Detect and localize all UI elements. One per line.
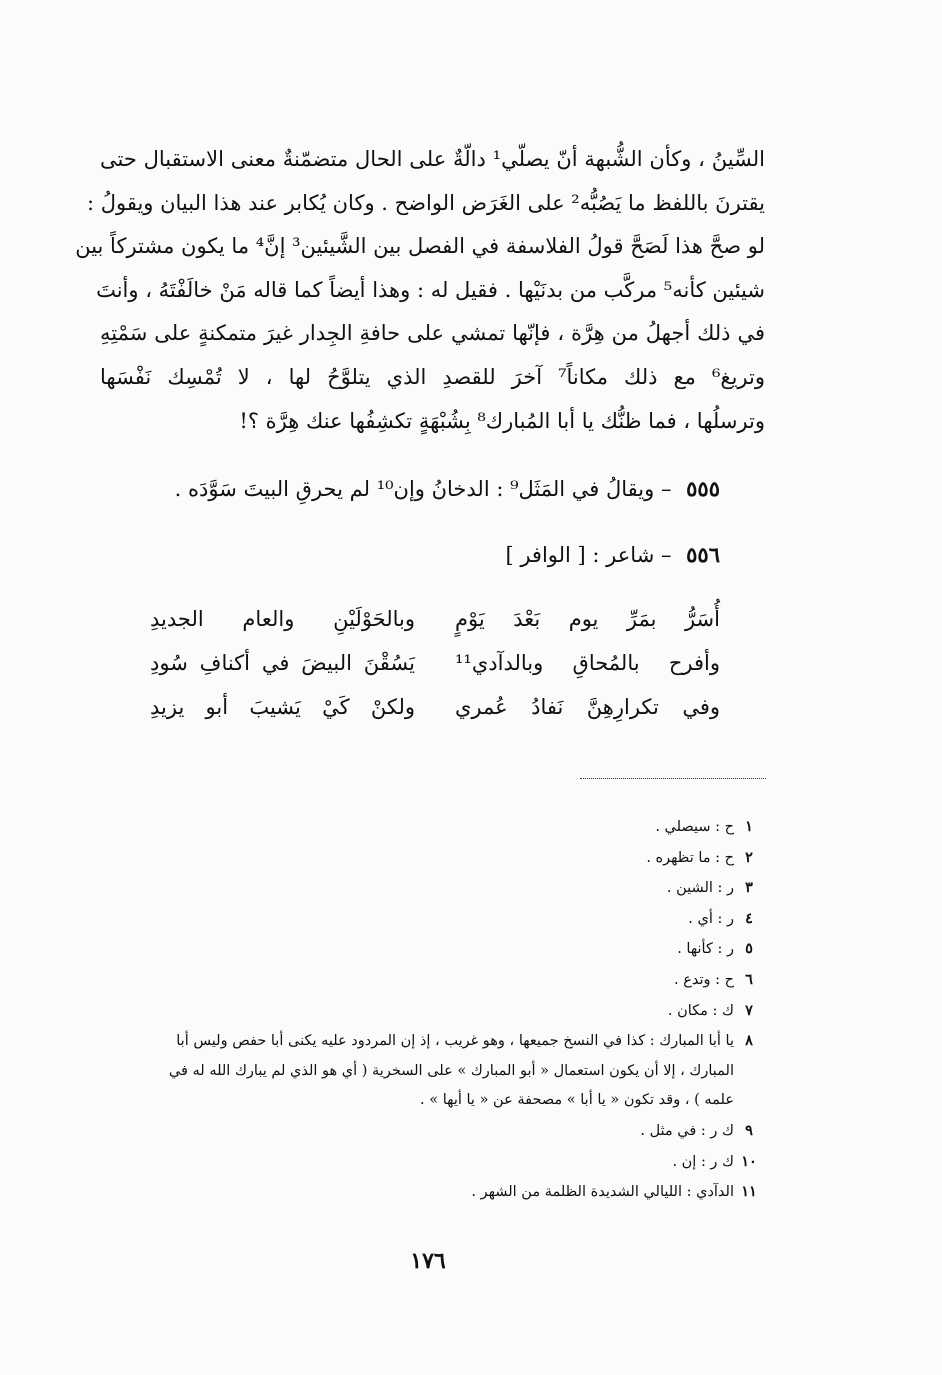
footnote-number: ٢ bbox=[745, 848, 753, 866]
footnote-text: ح : سيصلي . bbox=[655, 819, 734, 835]
entry-556 bbox=[100, 542, 720, 567]
footnote-separator bbox=[580, 778, 766, 779]
text-line: وترسلُها ، فما ظنُّك يا أبا المُبارك⁸ بِشُبْهَةٍ تكشِفُها عنك هِرَّة ؟! bbox=[239, 408, 765, 433]
footnote bbox=[100, 1177, 758, 1208]
footnote-text: ك ر : إن . bbox=[672, 1153, 734, 1170]
verse-second-hemistich: وبالحَوْلَيْنِ والعام الجديدِ bbox=[150, 607, 415, 631]
footnote-text: علمه ) ، وقد تكون « يا أبا » مصحفة عن « يا أيها » . bbox=[420, 1092, 734, 1109]
text-line: السِّينُ ، وكأن الشُّبهة أنّ يصلّي¹ دالّةٌ على الحال متضمّنةٌ معنى الاستقبال حتى bbox=[100, 147, 765, 171]
footnote bbox=[100, 812, 758, 843]
footnote-text: المبارك ، إلا أن يكون استعمال « أبو المبارك » على السخرية ( أي هو الذي لم يبارك الله له في bbox=[168, 1062, 734, 1079]
page-number: ١٧٦ bbox=[410, 1248, 446, 1274]
footnote-number: ٥ bbox=[745, 940, 753, 958]
footnote bbox=[100, 996, 758, 1027]
footnote-number: ٨ bbox=[745, 1032, 753, 1050]
poem-verse bbox=[150, 685, 720, 729]
text-line: يقترنَ باللفظ ما يَصُبُّه² على الغَرَض الواضح . وكان يُكابر عند هذا البيان ويقولُ : bbox=[86, 190, 765, 215]
footnote-number: ٩ bbox=[745, 1121, 753, 1139]
verse-second-hemistich: يَسُقْنَ البيضَ في أكنافِ سُودِ bbox=[150, 651, 415, 675]
footnote-text: ح : وتدع . bbox=[674, 971, 734, 988]
entry-number: ٥٥٥ bbox=[686, 476, 720, 501]
text-line: وتريغ⁶ مع ذلك مكاناً⁷ آخرَ للقصدِ الذي يتلوَّحُ لها ، لا تُمْسِك نَفْسَها bbox=[100, 364, 765, 389]
entry-text: – ويقالُ في المَثَل⁹ : الدخانُ وإن¹⁰ لم يحرقِ البيتَ سَوَّدَه . bbox=[174, 477, 672, 501]
footnote-number: ٤ bbox=[745, 909, 753, 927]
footnote bbox=[100, 904, 758, 935]
footnote-continuation bbox=[100, 1086, 758, 1116]
footnote-continuation bbox=[100, 1057, 758, 1087]
footnotes bbox=[100, 812, 758, 1208]
footnote-text: الدآدي : الليالي الشديدة الظلمة من الشهر . bbox=[471, 1184, 734, 1201]
footnote bbox=[100, 1116, 758, 1147]
footnote bbox=[100, 843, 758, 874]
footnote-text: ر : كأنها . bbox=[677, 941, 734, 958]
footnote-number: ١١ bbox=[741, 1183, 757, 1201]
poem bbox=[150, 597, 720, 729]
footnote bbox=[100, 934, 758, 965]
footnote bbox=[100, 1147, 758, 1178]
main-text bbox=[75, 138, 765, 443]
entry-number: ٥٥٦ bbox=[686, 542, 720, 567]
footnote bbox=[100, 965, 758, 996]
entry-text: – شاعر : [ الوافر ] bbox=[505, 543, 672, 567]
footnote-text: ر : أي . bbox=[688, 910, 734, 927]
footnote-number: ٧ bbox=[745, 1001, 753, 1019]
text-line: في ذلك أجهلُ من هِرَّة ، فإنّها تمشي على حافةِ الجِدار غيرَ متمكنةٍ على سَمْتِهِ bbox=[100, 321, 765, 346]
footnote-text: ك : مكان . bbox=[667, 1002, 734, 1019]
verse-first-hemistich: وأفرح بالمُحاقِ وبالدآدي¹¹ bbox=[455, 651, 720, 675]
footnote-text: ح : ما تظهره . bbox=[646, 849, 734, 866]
footnote-text: يا أبا المبارك : كذا في النسخ جميعها ، وهو غريب ، إذ إن المردود عليه يكنى أبا حفص وليس أبا bbox=[176, 1033, 734, 1050]
verse-first-hemistich: أُسَرُّ بمَرِّ يوم بَعْدَ يَوْمٍ bbox=[455, 607, 720, 631]
poem-verse bbox=[150, 641, 720, 685]
entry-555 bbox=[100, 476, 720, 501]
footnote-number: ١٠ bbox=[741, 1152, 757, 1170]
footnote bbox=[100, 873, 758, 904]
text-line: شيئين كأنه⁵ مركَّب من بدنَيْها . فقيل له : وهذا أيضاً كما قاله مَنْ خالَفْتَهُ ، وأنتَ bbox=[96, 277, 765, 302]
footnote-number: ٦ bbox=[745, 970, 753, 988]
footnote-text: ك ر : في مثل . bbox=[640, 1122, 734, 1139]
poem-verse bbox=[150, 597, 720, 641]
footnote-number: ١ bbox=[745, 818, 753, 835]
footnote bbox=[100, 1026, 758, 1057]
footnote-text: ر : الشين . bbox=[666, 880, 734, 897]
verse-second-hemistich: ولكنْ كَيْ يَشيبَ أبو يزيدِ bbox=[150, 695, 415, 719]
text-line: لو صحَّ هذا لَصَحَّ قولُ الفلاسفة في الفصل بين الشَّيئين³ إنَّ⁴ ما يكون مشتركاً بين bbox=[75, 234, 765, 259]
verse-first-hemistich: وفي تكرارِهِنَّ نَفادُ عُمري bbox=[455, 695, 720, 719]
footnote-number: ٣ bbox=[745, 879, 753, 897]
